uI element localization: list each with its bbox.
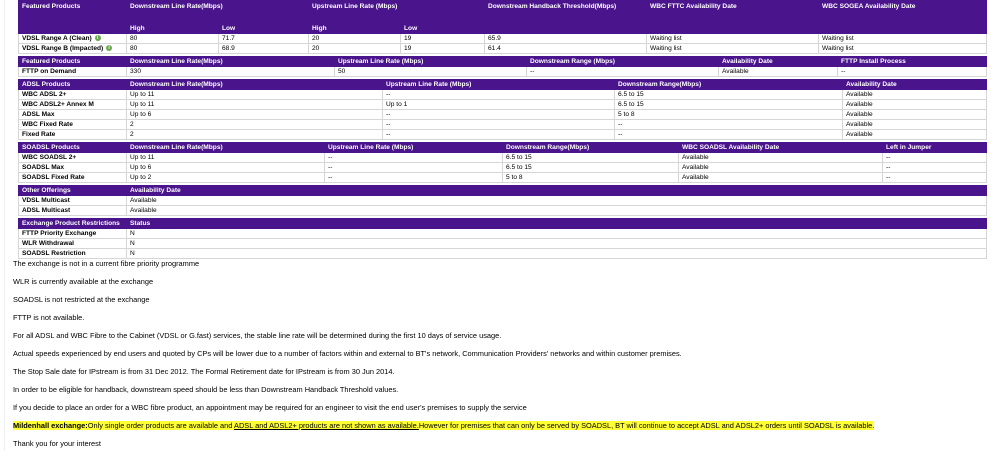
table-cell: -- (383, 120, 615, 130)
product-name: WBC SOADSL 2+ (19, 153, 127, 163)
product-name: WBC ADSL2+ Annex M (19, 100, 127, 110)
column-header: Upstream Line Rate (Mbps) (383, 80, 615, 90)
table-cell: Waiting list (647, 34, 819, 44)
column-header: Availability Date (843, 80, 987, 90)
table-cell: Available (127, 196, 987, 206)
restriction-name: SOADSL Restriction (19, 249, 127, 259)
us-low-header: Low (401, 25, 485, 34)
fttp-header: Featured Products (19, 57, 127, 67)
ds-low-header: Low (219, 25, 309, 34)
highlight-note (13, 421, 998, 439)
other-header: Other Offerings (19, 186, 127, 196)
table-cell: 5 to 8 (615, 110, 843, 120)
highlight-text: Only single order products are available and (87, 421, 235, 430)
exchange-name: Mildenhall exchange: (13, 421, 88, 430)
table-cell: Available (843, 120, 987, 130)
adsl-header-row (19, 80, 987, 90)
featured-fttc-header: WBC FTTC Availability Date (647, 1, 819, 25)
table-row (19, 110, 987, 120)
column-header: Downstream Line Rate(Mbps) (127, 57, 335, 67)
featured-us-header: Upstream Line Rate (Mbps) (309, 1, 485, 25)
restrictions-table (18, 218, 987, 259)
table-cell: Available (843, 130, 987, 140)
restrictions-header: Exchange Product Restrictions (19, 219, 127, 229)
featured-threshold-header: Downstream Handback Threshold(Mbps) (485, 1, 647, 25)
table-cell: 2 (127, 130, 383, 140)
column-header: FTTP Install Process (838, 57, 987, 67)
table-cell: Available (679, 153, 883, 163)
table-cell: Up to 6 (127, 110, 383, 120)
restriction-name: FTTP Priority Exchange (19, 229, 127, 239)
table-cell: N (127, 249, 987, 259)
table-cell: Available (843, 90, 987, 100)
product-name: ADSL Max (19, 110, 127, 120)
note: The exchange is not in a current fibre priority programme (13, 259, 200, 268)
table-cell: Waiting list (819, 34, 987, 44)
column-header: Upstream Line Rate (Mbps) (325, 143, 503, 153)
note: In order to be eligible for handback, downstream speed should be less than Downstream Handback Threshold values. (13, 385, 399, 394)
soadsl-header-row (19, 143, 987, 153)
table-cell: Waiting list (819, 44, 987, 54)
table-cell: 50 (335, 67, 527, 77)
table-cell: Available (127, 206, 987, 216)
note: For all ADSL and WBC Fibre to the Cabinet (VDSL or G.fast) services, the stable line rate will be determined during the first 10 days of service usage. (13, 331, 502, 340)
featured-subheader-row (19, 25, 987, 34)
restrictions-header-row (19, 219, 987, 229)
table-cell: Available (679, 163, 883, 173)
table-row (19, 173, 987, 183)
product-name: SOADSL Fixed Rate (19, 173, 127, 183)
table-cell: 71.7 (219, 34, 309, 44)
note: Actual speeds experienced by end users and quoted by CPs will be lower due to a number of factors within and external to BT's network, Communication Providers' networks and within customer premises. (13, 349, 682, 358)
adsl-header: ADSL Products (19, 80, 127, 90)
column-header: Downstream Range(Mbps) (503, 143, 679, 153)
table-cell: 6.5 to 15 (503, 163, 679, 173)
table-cell: Up to 11 (127, 90, 383, 100)
table-row (19, 153, 987, 163)
table-row (19, 67, 987, 77)
note: If you decide to place an order for a WBC fibre product, an appointment may be required for an engineer to visit the end user's premises to supply the service (13, 403, 527, 412)
column-header: Left in Jumper (883, 143, 987, 153)
thanks-note: Thank you for your interest (13, 439, 101, 448)
table-row (19, 196, 987, 206)
table-row (19, 229, 987, 239)
table-cell: -- (883, 163, 987, 173)
product-name: FTTP on Demand (19, 67, 127, 77)
column-header: WBC SOADSL Availability Date (679, 143, 883, 153)
table-cell: 65.9 (485, 34, 647, 44)
table-cell: -- (615, 120, 843, 130)
table-row (19, 249, 987, 259)
table-cell: Up to 11 (127, 153, 325, 163)
table-cell: 2 (127, 120, 383, 130)
highlight-text: However for premises that can only be served by SOADSL, BT will continue to accept ADSL and ADSL2+ orders until SOADSL is available. (418, 421, 875, 430)
product-name: WBC Fixed Rate (19, 120, 127, 130)
table-cell: -- (325, 163, 503, 173)
highlight-underlined: ADSL and ADSL2+ products are not shown as available. (234, 421, 419, 430)
info-icon[interactable]: i (95, 35, 101, 41)
other-header-row (19, 186, 987, 196)
table-cell: -- (383, 130, 615, 140)
product-name: VDSL Range A (Clean) (22, 35, 92, 42)
highlight-box (13, 421, 874, 430)
product-name: Fixed Rate (19, 130, 127, 140)
column-header: Downstream Line Rate(Mbps) (127, 80, 383, 90)
us-high-header: High (309, 25, 401, 34)
table-cell: 6.5 to 15 (615, 90, 843, 100)
table-cell: Available (843, 100, 987, 110)
table-cell: 6.5 to 15 (615, 100, 843, 110)
column-header: Downstream Line Rate(Mbps) (127, 143, 325, 153)
table-cell: Up to 6 (127, 163, 325, 173)
table-cell: 80 (127, 34, 219, 44)
left-border (4, 0, 5, 451)
restriction-name: WLR Withdrawal (19, 239, 127, 249)
table-cell: 19 (401, 44, 485, 54)
column-header: Availability Date (719, 57, 838, 67)
featured-sogea-header: WBC SOGEA Availability Date (819, 1, 987, 25)
table-cell: Up to 11 (127, 100, 383, 110)
table-cell: -- (883, 173, 987, 183)
soadsl-table (18, 142, 987, 185)
product-name: SOADSL Max (19, 163, 127, 173)
table-cell: 68.9 (219, 44, 309, 54)
column-header: Downstream Range(Mbps) (615, 80, 843, 90)
note: FTTP is not available. (13, 313, 85, 322)
other-offerings-table (18, 185, 987, 218)
adsl-table (18, 79, 987, 142)
table-cell: Up to 1 (383, 100, 615, 110)
table-cell: N (127, 239, 987, 249)
featured-ds-header: Downstream Line Rate(Mbps) (127, 1, 309, 25)
fttp-table (18, 56, 987, 79)
notes-section (13, 259, 998, 457)
table-row (19, 44, 987, 54)
table-cell: Available (843, 110, 987, 120)
table-cell: Waiting list (647, 44, 819, 54)
table-cell: 5 to 8 (503, 173, 679, 183)
products-table (18, 0, 987, 56)
info-icon[interactable]: i (106, 45, 112, 51)
table-cell: Available (719, 67, 838, 77)
table-cell: 330 (127, 67, 335, 77)
product-name: VDSL Multicast (19, 196, 127, 206)
table-row (19, 239, 987, 249)
table-row (19, 90, 987, 100)
ds-high-header: High (127, 25, 219, 34)
table-cell: -- (883, 153, 987, 163)
table-cell: 6.5 to 15 (503, 153, 679, 163)
table-cell: 80 (127, 44, 219, 54)
table-row (19, 120, 987, 130)
table-row (19, 100, 987, 110)
table-cell: 20 (309, 44, 401, 54)
table-cell: N (127, 229, 987, 239)
table-cell: -- (527, 67, 719, 77)
table-cell: -- (383, 110, 615, 120)
table-cell: -- (615, 130, 843, 140)
table-cell: -- (325, 153, 503, 163)
table-cell: 19 (401, 34, 485, 44)
table-row (19, 163, 987, 173)
table-row (19, 34, 987, 44)
featured-header: Featured Products (19, 1, 127, 25)
note: SOADSL is not restricted at the exchange (13, 295, 150, 304)
soadsl-header: SOADSL Products (19, 143, 127, 153)
table-cell: -- (383, 90, 615, 100)
featured-header-row (19, 1, 987, 25)
note: The Stop Sale date for IPstream is from 31 Dec 2012. The Formal Retirement date for IPstream is from 30 Jun 2014. (13, 367, 395, 376)
column-header: Downstream Range (Mbps) (527, 57, 719, 67)
column-header: Upstream Line Rate (Mbps) (335, 57, 527, 67)
column-header: Status (127, 219, 987, 229)
table-row (19, 130, 987, 140)
table-cell: Up to 2 (127, 173, 325, 183)
product-name: ADSL Multicast (19, 206, 127, 216)
product-name: WBC ADSL 2+ (19, 90, 127, 100)
table-cell: 61.4 (485, 44, 647, 54)
table-cell: -- (325, 173, 503, 183)
column-header: Availability Date (127, 186, 987, 196)
table-cell: 20 (309, 34, 401, 44)
table-row (19, 206, 987, 216)
note: WLR is currently available at the exchange (13, 277, 154, 286)
table-cell: Available (679, 173, 883, 183)
table-cell: -- (838, 67, 987, 77)
product-name: VDSL Range B (Impacted) (22, 45, 104, 52)
fttp-header-row (19, 57, 987, 67)
